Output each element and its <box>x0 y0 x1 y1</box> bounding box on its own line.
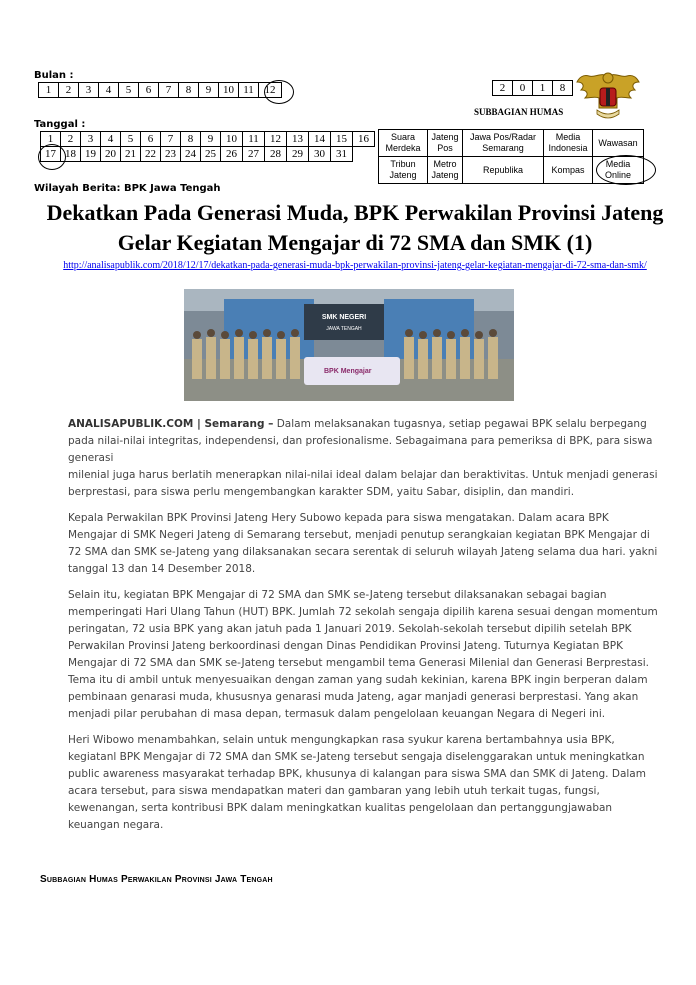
wilayah-berita: Wilayah Berita: BPK Jawa Tengah <box>34 183 221 194</box>
article-title: Dekatkan Pada Generasi Muda, BPK Perwakilan Provinsi Jateng Gelar Kegiatan Mengajar di 72 SMA dan SMK (1) <box>46 200 664 255</box>
selected-media-circle <box>596 155 656 185</box>
tanggal-label: Tanggal : <box>34 119 86 130</box>
media-online-selected: Media Online <box>593 157 644 184</box>
date-cell: 2 <box>61 132 81 147</box>
photo-sign-line1: SMK NEGERI <box>321 314 367 321</box>
year-digit: 0 <box>513 81 533 96</box>
date-cell: 10 <box>221 132 243 147</box>
date-cell-empty <box>353 147 375 162</box>
month-cell: 8 <box>179 83 199 98</box>
bulan-label: Bulan : <box>34 70 74 81</box>
date-cell: 6 <box>141 132 161 147</box>
media-tribun-jateng: Tribun Jateng <box>379 157 428 184</box>
paragraph-1b: milenial juga harus berlatih menerapkan nilai-nilai ideal dalam belajar dan beraktivitas. Untuk menjadi generasi berprestasi, para siswa perlu mengembangkan karakter SDM, yaitu Sabar, disiplin, dan mandiri. <box>68 469 658 498</box>
paragraph-4: Heri Wibowo menambahkan, selain untuk mengungkapkan rasa syukur karena bertambahnya usia BPK, kegiatanl BPK Mengajar di 72 SMA dan SMK se-Jateng tersebut sengaja diselenggarakan untuk meningkatkan public awareness masyarakat terhadap BPK, khusunya di kalangan para siswa SMA dan SMK di Jateng. Dalam acara tersebut, para siswa mendapatkan materi dan gambaran yang lebih utuh terkait tugas, fungsi, kewenangan, serta kontribusi BPK dalam meningkatkan kualitas pengelolaan dan pertanggungjawaban keuangan negara. <box>68 734 646 831</box>
footer-subbagian: Subbagian Humas Perwakilan Provinsi Jawa Tengah <box>40 874 273 885</box>
year-grid <box>492 80 573 96</box>
date-cell: 28 <box>265 147 287 162</box>
date-cell: 4 <box>101 132 121 147</box>
media-wawasan: Wawasan <box>593 130 644 157</box>
media-metro-jateng: Metro Jateng <box>428 157 463 184</box>
year-digit: 2 <box>493 81 513 96</box>
date-cell: 26 <box>221 147 243 162</box>
date-cell: 18 <box>61 147 81 162</box>
date-cell: 14 <box>309 132 331 147</box>
article-photo <box>184 289 514 401</box>
date-cell: 31 <box>331 147 353 162</box>
date-cell: 13 <box>287 132 309 147</box>
date-cell: 19 <box>81 147 101 162</box>
date-cell: 21 <box>121 147 141 162</box>
year-digit: 8 <box>553 81 573 96</box>
date-cell: 20 <box>101 147 121 162</box>
date-cell: 25 <box>201 147 221 162</box>
month-cell: 9 <box>199 83 219 98</box>
year-digit: 1 <box>533 81 553 96</box>
month-cell: 4 <box>99 83 119 98</box>
media-jateng-pos: Jateng Pos <box>428 130 463 157</box>
date-cell: 30 <box>309 147 331 162</box>
media-jawa-pos: Jawa Pos/Radar Semarang <box>463 130 544 157</box>
garuda-emblem-icon <box>575 68 641 128</box>
paragraph-2: Kepala Perwakilan BPK Provinsi Jateng Hery Subowo kepada para siswa mengatakan. Dalam acara BPK Mengajar di SMK Negeri Jateng di Semarang tersebut, menjadi penutup serangkaian kegiatan BPK Mengajar di 72 SMA dan SMK se-Jateng yang dilaksanakan secara serentak di seluruh wilayah Jateng selama dua hari. yakni tanggal 13 dan 14 Desember 2018. <box>68 512 658 575</box>
photo-banner-text: BPK Mengajar <box>324 368 372 375</box>
article-url-link[interactable]: http://analisapublik.com/2018/12/17/dekatkan-pada-generasi-muda-bpk-perwakilan-provinsi-jateng-gelar-kegiatan-mengajar-di-72-sma-dan-smk/ <box>63 260 647 271</box>
media-suara-merdeka: Suara Merdeka <box>379 130 428 157</box>
month-cell-selected: 12 <box>259 83 282 98</box>
month-cell: 7 <box>159 83 179 98</box>
month-cell: 3 <box>79 83 99 98</box>
date-cell: 11 <box>243 132 265 147</box>
date-cell-selected: 17 <box>41 147 61 162</box>
date-cell: 15 <box>331 132 353 147</box>
date-cell: 24 <box>181 147 201 162</box>
date-cell: 8 <box>181 132 201 147</box>
article-body <box>68 416 660 843</box>
date-cell: 23 <box>161 147 181 162</box>
date-cell: 3 <box>81 132 101 147</box>
month-cell: 10 <box>219 83 239 98</box>
date-cell: 1 <box>41 132 61 147</box>
media-kompas: Kompas <box>544 157 593 184</box>
month-cell: 11 <box>239 83 259 98</box>
article-lead: ANALISAPUBLIK.COM | Semarang – <box>68 418 274 430</box>
date-cell: 16 <box>353 132 375 147</box>
selected-date-circle <box>38 144 66 170</box>
paragraph-3: Selain itu, kegiatan BPK Mengajar di 72 SMA dan SMK se-Jateng tersebut dilaksanakan sebagai bagian memperingati Hari Ulang Tahun (HUT) BPK. Jumlah 72 sekolah sengaja dipilih karena sesuai dengan momentum peringatan, 72 usia BPK yang akan jatuh pada 1 Januari 2019. Sekolah-sekolah tersebut dipilih setelah BPK Perwakilan Provinsi Jateng berkoordinasi dengan Dinas Pendidikan Provinsi Jateng. Tuturnya Kegiatan BPK Mengajar di 72 SMA dan SMK se-Jateng tersebut mengambil tema Generasi Milenial dan Generasi Berprestasi. Tema itu di ambil untuk menyesuaikan dengan zaman yang sudah kekinian, karena BPK ingin berperan dalam pembinaan genarasi muda, khususnya genarasi muda Jateng, agar manjadi generasi berprestasi. Yang akan menjadi pilar perubahan di masa depan, termasuk dalam pengelolaan keuangan Negara di Negeri ini. <box>68 589 658 720</box>
date-cell: 5 <box>121 132 141 147</box>
paragraph-1a: Dalam melaksanakan tugasnya, setiap pegawai BPK selalu berpegang pada nilai-nilai integritas, independensi, dan profesionalisme. Sebagaimana para pemeriksa di BPK, para siswa generasi <box>68 418 653 464</box>
month-cell: 1 <box>39 83 59 98</box>
media-republika: Republika <box>463 157 544 184</box>
month-grid <box>38 82 282 98</box>
month-cell: 6 <box>139 83 159 98</box>
photo-sign-line2: JAWA TENGAH <box>326 326 362 332</box>
date-cell: 7 <box>161 132 181 147</box>
date-cell: 22 <box>141 147 161 162</box>
media-indonesia: Media Indonesia <box>544 130 593 157</box>
date-grid <box>40 131 375 162</box>
month-cell: 5 <box>119 83 139 98</box>
paragraph-1 <box>68 416 660 501</box>
subbagian-humas: SUBBAGIAN HUMAS <box>474 107 564 117</box>
date-cell: 29 <box>287 147 309 162</box>
selected-month-circle <box>264 80 294 104</box>
date-cell: 27 <box>243 147 265 162</box>
date-cell: 9 <box>201 132 221 147</box>
date-cell: 12 <box>265 132 287 147</box>
month-cell: 2 <box>59 83 79 98</box>
